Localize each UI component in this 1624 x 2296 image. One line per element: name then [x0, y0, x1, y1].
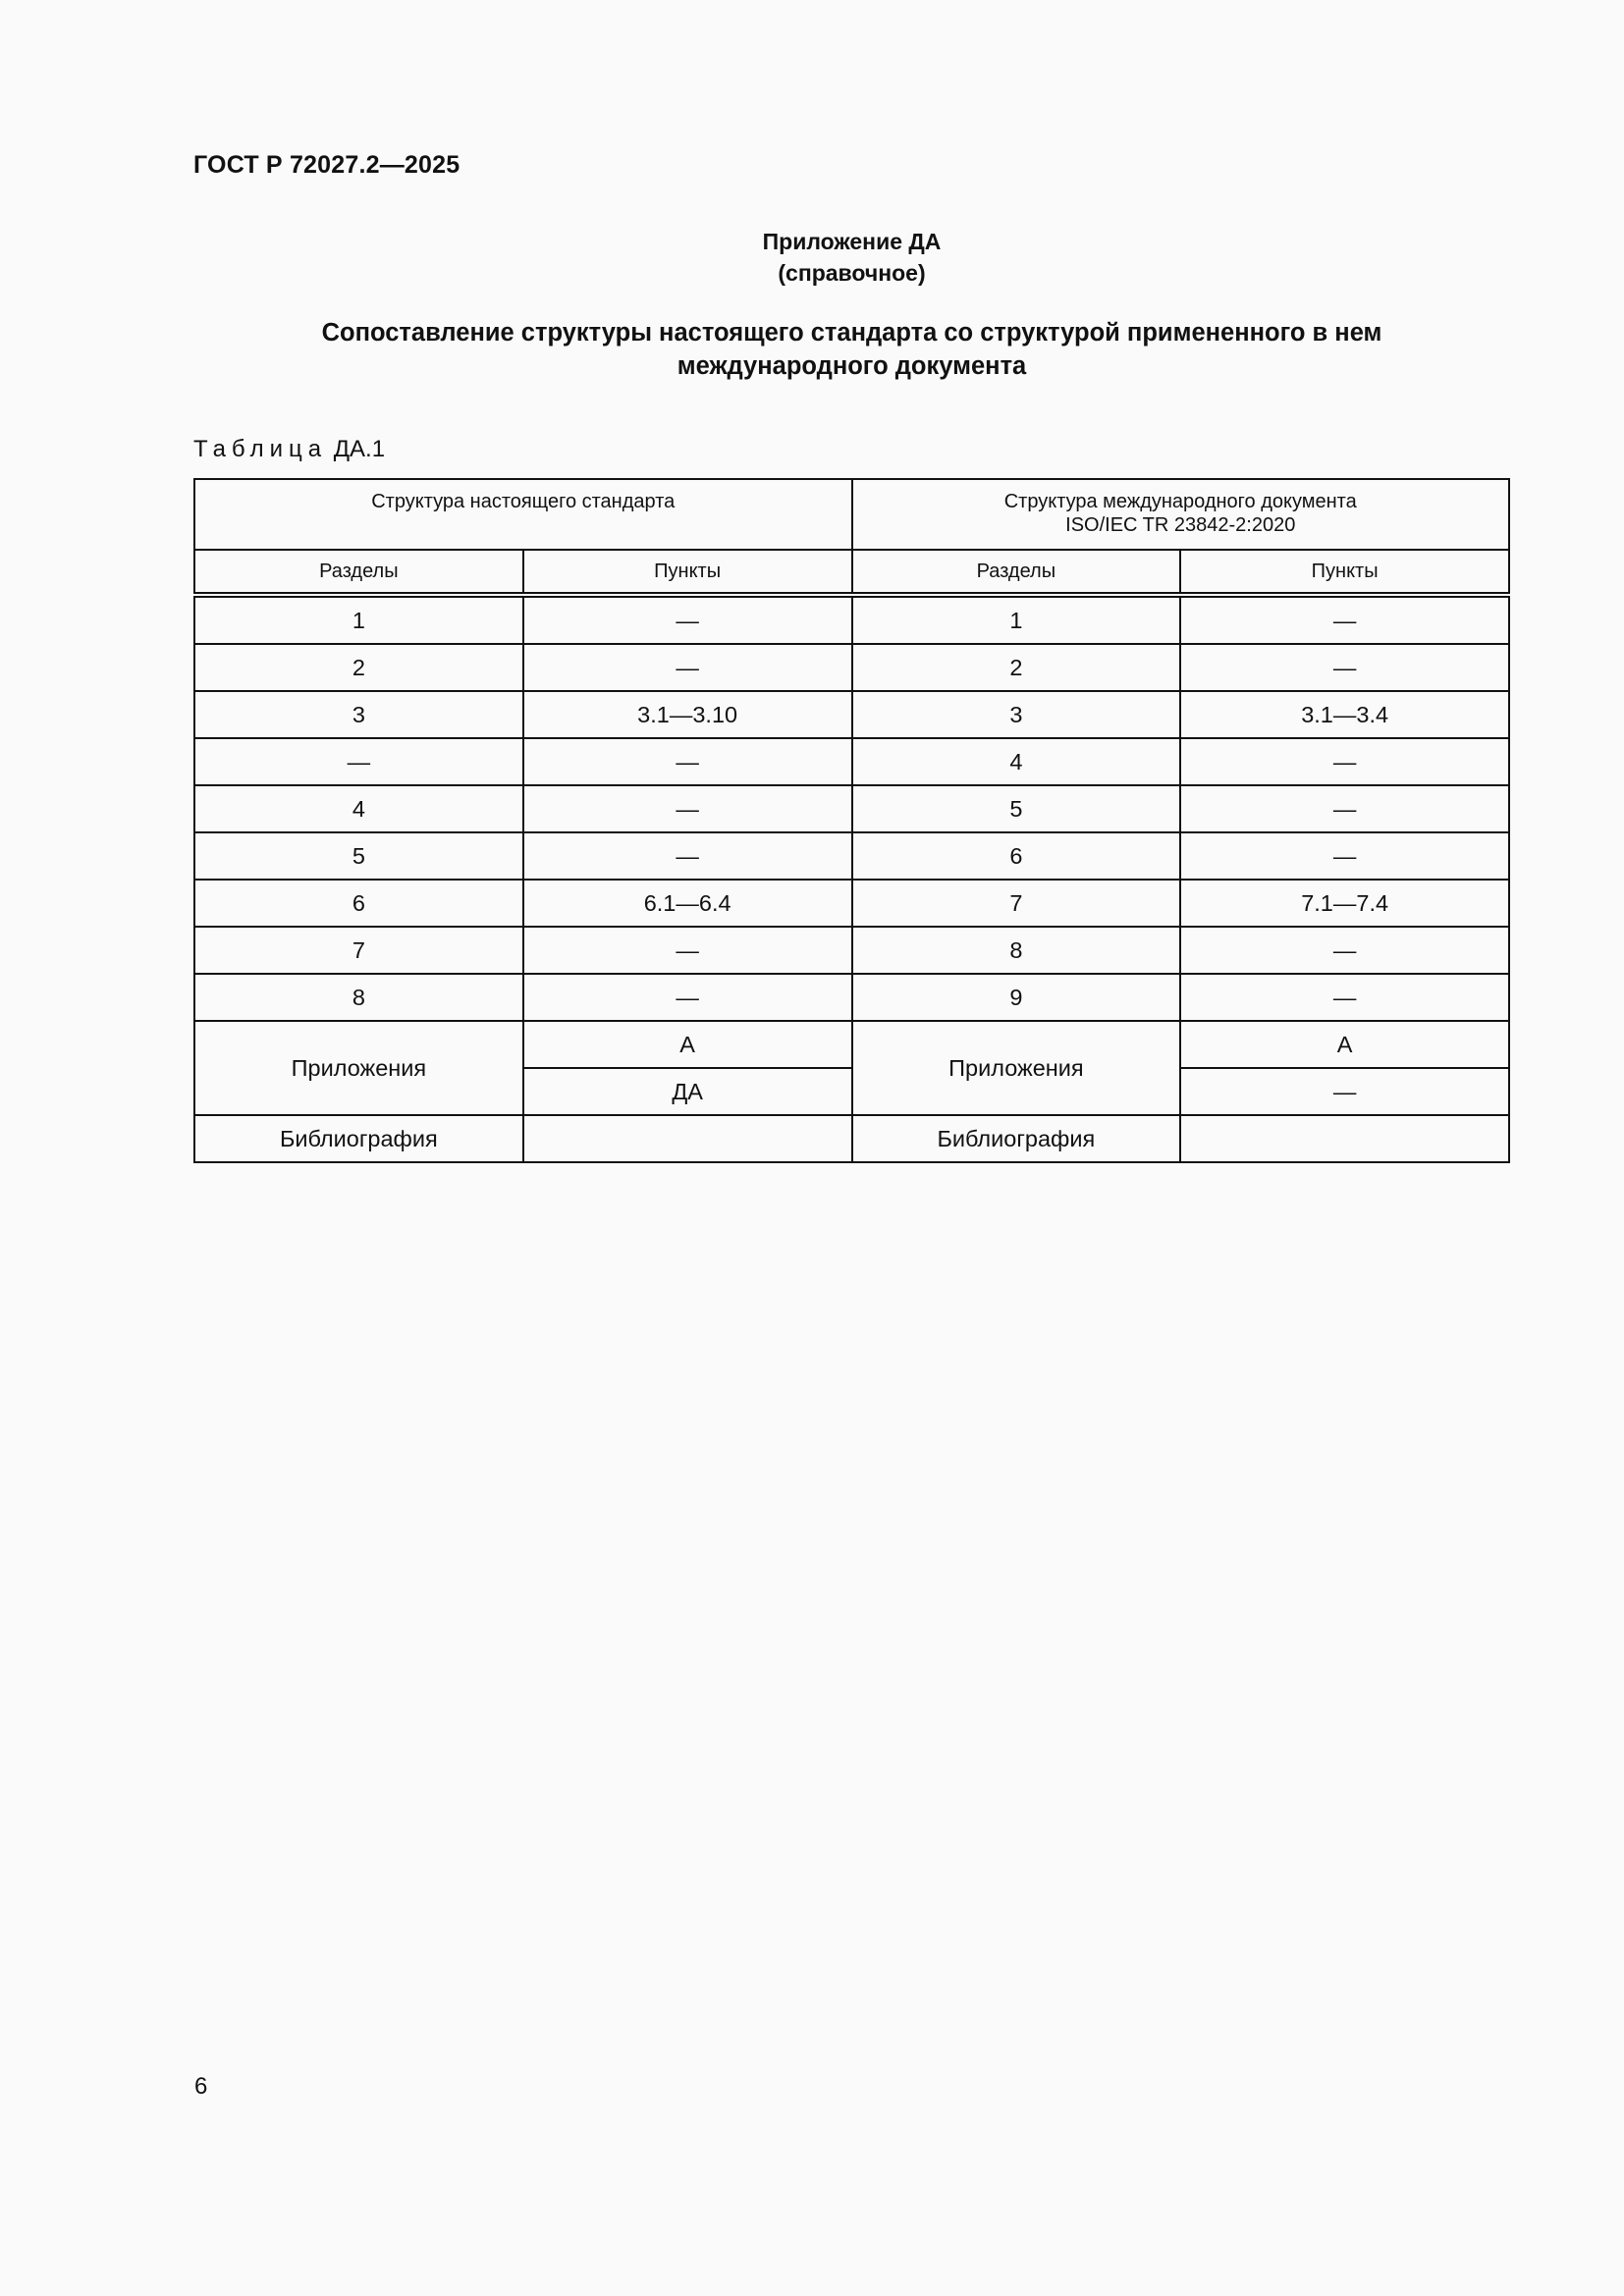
- appendix-national-a: А: [523, 1021, 852, 1068]
- cell-international-section: 9: [852, 974, 1181, 1021]
- cell-national-clauses: —: [523, 974, 852, 1021]
- cell-international-section: 3: [852, 691, 1181, 738]
- table-row: [194, 927, 1509, 974]
- page-number: 6: [194, 2073, 208, 2100]
- cell-national-clauses: 3.1—3.10: [523, 691, 852, 738]
- table-caption: [193, 436, 385, 463]
- cell-international-section: 8: [852, 927, 1181, 974]
- bibliography-value-international: [1180, 1115, 1509, 1162]
- cell-international-clauses: —: [1180, 927, 1509, 974]
- cell-international-clauses: 3.1—3.4: [1180, 691, 1509, 738]
- cell-international-clauses: —: [1180, 785, 1509, 832]
- subheader-sections-national: Разделы: [194, 550, 523, 595]
- cell-national-section: 7: [194, 927, 523, 974]
- cell-national-section: 5: [194, 832, 523, 880]
- cell-national-section: 1: [194, 595, 523, 644]
- document-code: ГОСТ Р 72027.2—2025: [193, 151, 460, 179]
- cell-international-section: 7: [852, 880, 1181, 927]
- appendices-row: [194, 1021, 1509, 1068]
- comparison-table: [193, 478, 1510, 1163]
- bibliography-label-international: Библиография: [852, 1115, 1181, 1162]
- table-row: [194, 595, 1509, 644]
- cell-international-section: 2: [852, 644, 1181, 691]
- table-row: [194, 644, 1509, 691]
- appendices-label-international: Приложения: [852, 1021, 1181, 1115]
- cell-national-section: —: [194, 738, 523, 785]
- table-row: [194, 880, 1509, 927]
- header-international-line-2: ISO/IEC TR 23842-2:2020: [1065, 514, 1296, 536]
- table-row: [194, 785, 1509, 832]
- table-caption-word: Таблица: [193, 436, 328, 462]
- appendix-national-da: ДА: [523, 1068, 852, 1115]
- cell-international-section: 1: [852, 595, 1181, 644]
- cell-national-section: 2: [194, 644, 523, 691]
- annex-heading: [0, 226, 1624, 289]
- cell-international-clauses: 7.1—7.4: [1180, 880, 1509, 927]
- subheader-clauses-national: Пункты: [523, 550, 852, 595]
- cell-international-section: 5: [852, 785, 1181, 832]
- cell-national-clauses: —: [523, 785, 852, 832]
- table-sub-header-row: [194, 550, 1509, 595]
- cell-international-clauses: —: [1180, 832, 1509, 880]
- annex-type: (справочное): [778, 260, 926, 286]
- appendices-label-national: Приложения: [194, 1021, 523, 1115]
- cell-international-clauses: —: [1180, 974, 1509, 1021]
- table-caption-id: ДА.1: [333, 436, 386, 462]
- annex-title: Приложение ДА: [762, 229, 942, 254]
- section-title-line-1: Сопоставление структуры настоящего стандарта со структурой примененного в нем: [321, 319, 1382, 347]
- cell-national-section: 8: [194, 974, 523, 1021]
- section-title-line-2: международного документа: [677, 352, 1027, 380]
- bibliography-row: [194, 1115, 1509, 1162]
- table-row: [194, 974, 1509, 1021]
- header-international-line-1: Структура международного документа: [1003, 491, 1357, 512]
- cell-national-clauses: —: [523, 644, 852, 691]
- subheader-clauses-international: Пункты: [1180, 550, 1509, 595]
- appendix-international-a: А: [1180, 1021, 1509, 1068]
- cell-national-clauses: —: [523, 927, 852, 974]
- appendix-international-none: —: [1180, 1068, 1509, 1115]
- cell-international-clauses: —: [1180, 595, 1509, 644]
- cell-international-section: 4: [852, 738, 1181, 785]
- cell-international-clauses: —: [1180, 644, 1509, 691]
- bibliography-value-national: [523, 1115, 852, 1162]
- cell-national-section: 6: [194, 880, 523, 927]
- bibliography-label-national: Библиография: [194, 1115, 523, 1162]
- header-international-structure: [852, 479, 1510, 550]
- cell-national-section: 4: [194, 785, 523, 832]
- cell-international-clauses: —: [1180, 738, 1509, 785]
- subheader-sections-international: Разделы: [852, 550, 1181, 595]
- header-national-structure: Структура настоящего стандарта: [194, 479, 852, 550]
- table-row: [194, 738, 1509, 785]
- cell-national-clauses: —: [523, 738, 852, 785]
- table-row: [194, 832, 1509, 880]
- cell-international-section: 6: [852, 832, 1181, 880]
- section-title: [193, 316, 1510, 383]
- cell-national-clauses: 6.1—6.4: [523, 880, 852, 927]
- cell-national-section: 3: [194, 691, 523, 738]
- table-row: [194, 691, 1509, 738]
- table-group-header-row: [194, 479, 1509, 550]
- cell-national-clauses: —: [523, 832, 852, 880]
- cell-national-clauses: —: [523, 595, 852, 644]
